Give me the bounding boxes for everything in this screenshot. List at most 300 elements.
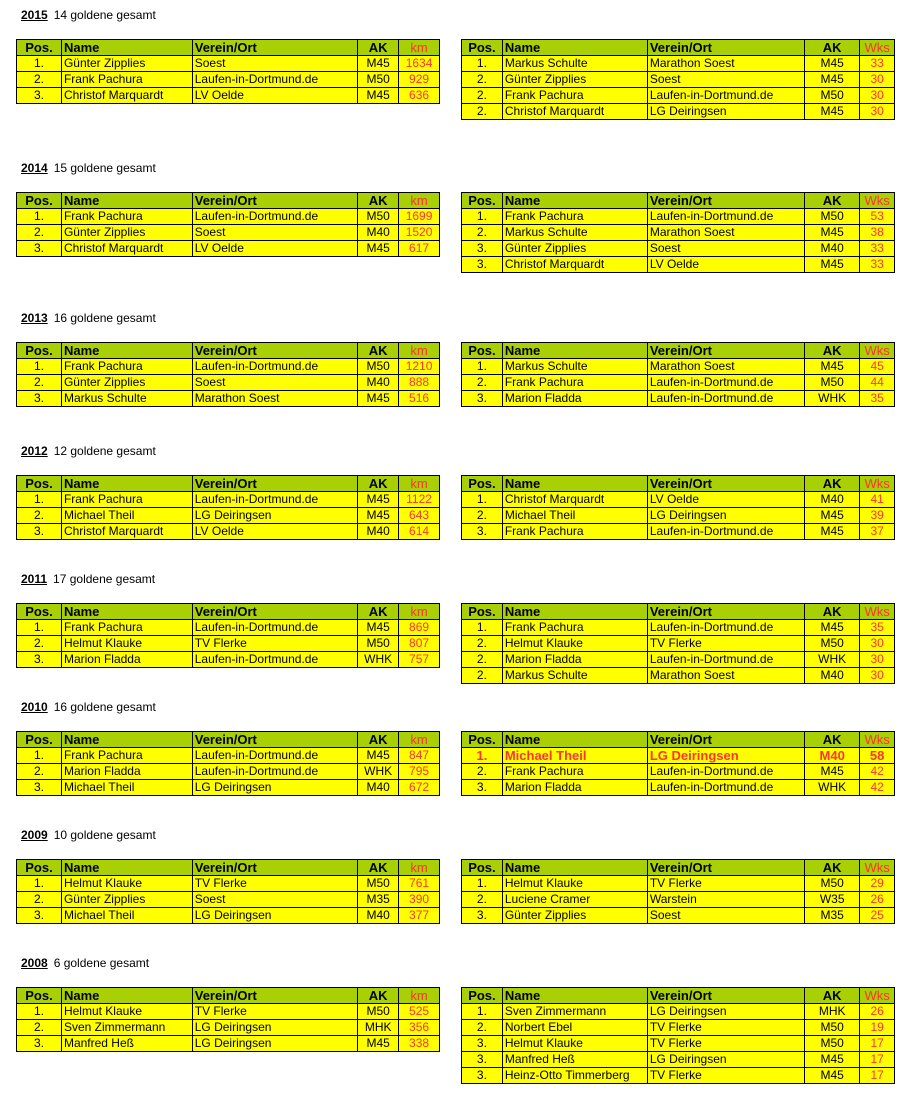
- age-class-cell: M40: [358, 524, 399, 540]
- column-header-pos: Pos.: [462, 343, 503, 359]
- column-header-ak: AK: [358, 193, 399, 209]
- column-header-wks: Wks: [860, 604, 895, 620]
- column-header-wks: Wks: [860, 476, 895, 492]
- rank-cell: 2.: [462, 764, 503, 780]
- year-heading: [21, 8, 156, 22]
- table-header-row: [462, 476, 895, 492]
- rank-cell: 2.: [462, 72, 503, 88]
- name-cell: Frank Pachura: [61, 492, 192, 508]
- column-header-name: Name: [61, 604, 192, 620]
- club-cell: Soest: [192, 56, 358, 72]
- rank-cell: 2.: [17, 892, 62, 908]
- km-value-cell: 516: [399, 391, 440, 407]
- club-cell: Marathon Soest: [647, 225, 804, 241]
- column-header-km: km: [399, 40, 440, 56]
- column-header-verein: Verein/Ort: [647, 476, 804, 492]
- km-ranking-table: [16, 731, 440, 796]
- name-cell: Frank Pachura: [502, 209, 647, 225]
- rank-cell: 1.: [462, 620, 503, 636]
- gold-count-summary: 16 goldene gesamt: [53, 311, 156, 325]
- table-row: [462, 668, 895, 684]
- name-cell: Frank Pachura: [502, 620, 647, 636]
- year-label: 2008: [21, 956, 48, 970]
- rank-cell: 1.: [462, 56, 503, 72]
- rank-cell: 2.: [17, 375, 62, 391]
- table-row: [462, 492, 895, 508]
- year-heading: [21, 956, 149, 970]
- wks-value-cell: 37: [860, 524, 895, 540]
- column-header-pos: Pos.: [462, 193, 503, 209]
- rank-cell: 1.: [462, 748, 503, 764]
- name-cell: Markus Schulte: [502, 359, 647, 375]
- name-cell: Michael Theil: [61, 508, 192, 524]
- club-cell: Warstein: [647, 892, 804, 908]
- rank-cell: 3.: [17, 1036, 62, 1052]
- rank-cell: 3.: [462, 391, 503, 407]
- age-class-cell: M40: [805, 748, 860, 764]
- club-cell: Marathon Soest: [647, 56, 804, 72]
- rank-cell: 2.: [462, 225, 503, 241]
- column-header-verein: Verein/Ort: [192, 40, 358, 56]
- km-value-cell: 614: [399, 524, 440, 540]
- age-class-cell: M50: [358, 209, 399, 225]
- age-class-cell: M50: [358, 636, 399, 652]
- km-value-cell: 1210: [399, 359, 440, 375]
- name-cell: Helmut Klauke: [61, 1004, 192, 1020]
- age-class-cell: M45: [358, 88, 399, 104]
- club-cell: Laufen-in-Dortmund.de: [192, 620, 358, 636]
- name-cell: Christof Marquardt: [61, 241, 192, 257]
- table-row: [462, 359, 895, 375]
- year-label: 2014: [21, 161, 48, 175]
- table-row: [17, 56, 440, 72]
- club-cell: TV Flerke: [647, 1036, 804, 1052]
- column-header-pos: Pos.: [462, 732, 503, 748]
- age-class-cell: WHK: [805, 780, 860, 796]
- column-header-verein: Verein/Ort: [192, 604, 358, 620]
- table-row: [17, 620, 440, 636]
- age-class-cell: M45: [358, 492, 399, 508]
- column-header-verein: Verein/Ort: [192, 860, 358, 876]
- rank-cell: 3.: [17, 652, 62, 668]
- table-row: [462, 908, 895, 924]
- rank-cell: 3.: [17, 908, 62, 924]
- table-header-row: [17, 604, 440, 620]
- gold-count-summary: 15 goldene gesamt: [53, 161, 156, 175]
- age-class-cell: W35: [805, 892, 860, 908]
- column-header-ak: AK: [358, 604, 399, 620]
- wks-value-cell: 30: [860, 104, 895, 120]
- club-cell: LG Deiringsen: [192, 1020, 358, 1036]
- table-header-row: [462, 604, 895, 620]
- name-cell: Marion Fladda: [61, 764, 192, 780]
- age-class-cell: M45: [805, 104, 860, 120]
- wks-value-cell: 25: [860, 908, 895, 924]
- age-class-cell: M45: [358, 1036, 399, 1052]
- club-cell: LG Deiringsen: [647, 1052, 804, 1068]
- table-row: [462, 764, 895, 780]
- name-cell: Frank Pachura: [502, 88, 647, 104]
- club-cell: Laufen-in-Dortmund.de: [647, 391, 804, 407]
- year-label: 2015: [21, 8, 48, 22]
- name-cell: Frank Pachura: [61, 748, 192, 764]
- age-class-cell: WHK: [358, 652, 399, 668]
- column-header-pos: Pos.: [17, 476, 62, 492]
- column-header-pos: Pos.: [462, 604, 503, 620]
- name-cell: Frank Pachura: [61, 620, 192, 636]
- year-label: 2009: [21, 828, 48, 842]
- rank-cell: 3.: [462, 257, 503, 273]
- table-row: [17, 88, 440, 104]
- table-row: [462, 209, 895, 225]
- gold-count-summary: 12 goldene gesamt: [53, 444, 156, 458]
- column-header-km: km: [399, 343, 440, 359]
- column-header-pos: Pos.: [462, 476, 503, 492]
- year-heading: [21, 161, 156, 175]
- rank-cell: 2.: [17, 72, 62, 88]
- rank-cell: 2.: [462, 892, 503, 908]
- rank-cell: 2.: [17, 1020, 62, 1036]
- club-cell: TV Flerke: [647, 636, 804, 652]
- column-header-km: km: [399, 860, 440, 876]
- wks-value-cell: 26: [860, 892, 895, 908]
- km-value-cell: 643: [399, 508, 440, 524]
- age-class-cell: WHK: [358, 764, 399, 780]
- name-cell: Michael Theil: [502, 508, 647, 524]
- name-cell: Helmut Klauke: [502, 636, 647, 652]
- table-row: [462, 104, 895, 120]
- column-header-ak: AK: [358, 860, 399, 876]
- age-class-cell: MHK: [358, 1020, 399, 1036]
- age-class-cell: M50: [805, 209, 860, 225]
- age-class-cell: M45: [805, 1068, 860, 1084]
- club-cell: TV Flerke: [647, 1068, 804, 1084]
- club-cell: LG Deiringsen: [647, 104, 804, 120]
- club-cell: Soest: [647, 241, 804, 257]
- column-header-name: Name: [61, 343, 192, 359]
- column-header-wks: Wks: [860, 988, 895, 1004]
- table-row: [462, 508, 895, 524]
- age-class-cell: M50: [805, 88, 860, 104]
- club-cell: Laufen-in-Dortmund.de: [647, 764, 804, 780]
- age-class-cell: M45: [358, 748, 399, 764]
- column-header-verein: Verein/Ort: [647, 988, 804, 1004]
- table-row: [462, 780, 895, 796]
- table-header-row: [462, 40, 895, 56]
- rank-cell: 3.: [462, 780, 503, 796]
- name-cell: Norbert Ebel: [502, 1020, 647, 1036]
- year-heading: [21, 572, 155, 586]
- rank-cell: 1.: [462, 876, 503, 892]
- wks-value-cell: 35: [860, 391, 895, 407]
- table-header-row: [17, 476, 440, 492]
- rank-cell: 3.: [17, 780, 62, 796]
- column-header-name: Name: [502, 732, 647, 748]
- club-cell: TV Flerke: [647, 1020, 804, 1036]
- wks-value-cell: 41: [860, 492, 895, 508]
- table-row: [17, 492, 440, 508]
- year-label: 2010: [21, 700, 48, 714]
- table-row: [462, 225, 895, 241]
- wks-value-cell: 35: [860, 620, 895, 636]
- table-row: [17, 1004, 440, 1020]
- age-class-cell: M40: [805, 668, 860, 684]
- age-class-cell: M45: [805, 359, 860, 375]
- wks-value-cell: 26: [860, 1004, 895, 1020]
- column-header-name: Name: [61, 40, 192, 56]
- age-class-cell: M40: [805, 492, 860, 508]
- club-cell: Marathon Soest: [192, 391, 358, 407]
- gold-count-summary: 14 goldene gesamt: [53, 8, 156, 22]
- column-header-pos: Pos.: [17, 732, 62, 748]
- name-cell: Frank Pachura: [61, 359, 192, 375]
- column-header-name: Name: [502, 343, 647, 359]
- km-value-cell: 377: [399, 908, 440, 924]
- name-cell: Christof Marquardt: [502, 257, 647, 273]
- column-header-name: Name: [61, 860, 192, 876]
- age-class-cell: M45: [358, 391, 399, 407]
- rank-cell: 2.: [462, 668, 503, 684]
- rank-cell: 2.: [17, 225, 62, 241]
- name-cell: Christof Marquardt: [61, 524, 192, 540]
- table-row: [462, 88, 895, 104]
- column-header-ak: AK: [805, 860, 860, 876]
- wks-value-cell: 33: [860, 257, 895, 273]
- table-header-row: [462, 732, 895, 748]
- km-value-cell: 807: [399, 636, 440, 652]
- age-class-cell: M50: [358, 876, 399, 892]
- table-header-row: [17, 732, 440, 748]
- name-cell: Marion Fladda: [502, 391, 647, 407]
- table-row: [17, 748, 440, 764]
- name-cell: Helmut Klauke: [61, 876, 192, 892]
- table-header-row: [17, 40, 440, 56]
- gold-count-summary: 16 goldene gesamt: [53, 700, 156, 714]
- wks-ranking-table: [461, 39, 895, 120]
- name-cell: Helmut Klauke: [502, 876, 647, 892]
- name-cell: Manfred Heß: [502, 1052, 647, 1068]
- club-cell: Laufen-in-Dortmund.de: [192, 72, 358, 88]
- name-cell: Günter Zipplies: [502, 241, 647, 257]
- column-header-name: Name: [61, 732, 192, 748]
- age-class-cell: M45: [358, 241, 399, 257]
- age-class-cell: M45: [805, 1052, 860, 1068]
- wks-value-cell: 30: [860, 668, 895, 684]
- wks-value-cell: 30: [860, 88, 895, 104]
- club-cell: Laufen-in-Dortmund.de: [647, 620, 804, 636]
- column-header-ak: AK: [358, 343, 399, 359]
- column-header-pos: Pos.: [17, 988, 62, 1004]
- age-class-cell: M40: [805, 241, 860, 257]
- wks-value-cell: 33: [860, 56, 895, 72]
- name-cell: Günter Zipplies: [61, 225, 192, 241]
- table-row: [462, 652, 895, 668]
- club-cell: LG Deiringsen: [192, 1036, 358, 1052]
- year-label: 2012: [21, 444, 48, 458]
- table-row: [17, 1020, 440, 1036]
- column-header-name: Name: [502, 476, 647, 492]
- wks-value-cell: 42: [860, 764, 895, 780]
- gold-count-summary: 10 goldene gesamt: [53, 828, 156, 842]
- rank-cell: 1.: [462, 209, 503, 225]
- column-header-name: Name: [502, 860, 647, 876]
- name-cell: Günter Zipplies: [502, 908, 647, 924]
- club-cell: Laufen-in-Dortmund.de: [192, 764, 358, 780]
- table-row: [462, 257, 895, 273]
- rank-cell: 1.: [17, 1004, 62, 1020]
- age-class-cell: WHK: [805, 652, 860, 668]
- km-value-cell: 525: [399, 1004, 440, 1020]
- name-cell: Luciene Cramer: [502, 892, 647, 908]
- club-cell: Marathon Soest: [647, 359, 804, 375]
- rank-cell: 1.: [462, 1004, 503, 1020]
- column-header-name: Name: [502, 40, 647, 56]
- column-header-verein: Verein/Ort: [647, 860, 804, 876]
- club-cell: TV Flerke: [192, 876, 358, 892]
- column-header-verein: Verein/Ort: [647, 604, 804, 620]
- table-row: [17, 524, 440, 540]
- table-row: [462, 375, 895, 391]
- age-class-cell: M45: [358, 620, 399, 636]
- age-class-cell: M50: [805, 876, 860, 892]
- km-ranking-table: [16, 39, 440, 104]
- km-value-cell: 636: [399, 88, 440, 104]
- column-header-verein: Verein/Ort: [192, 476, 358, 492]
- column-header-ak: AK: [805, 732, 860, 748]
- club-cell: Laufen-in-Dortmund.de: [647, 209, 804, 225]
- km-value-cell: 847: [399, 748, 440, 764]
- column-header-name: Name: [502, 604, 647, 620]
- table-row: [462, 620, 895, 636]
- age-class-cell: MHK: [805, 1004, 860, 1020]
- rank-cell: 3.: [462, 1052, 503, 1068]
- table-row: [17, 225, 440, 241]
- km-value-cell: 338: [399, 1036, 440, 1052]
- km-ranking-table: [16, 475, 440, 540]
- rank-cell: 1.: [17, 56, 62, 72]
- km-value-cell: 795: [399, 764, 440, 780]
- name-cell: Michael Theil: [61, 780, 192, 796]
- wks-value-cell: 53: [860, 209, 895, 225]
- wks-value-cell: 45: [860, 359, 895, 375]
- table-row: [462, 524, 895, 540]
- club-cell: Laufen-in-Dortmund.de: [647, 780, 804, 796]
- age-class-cell: M45: [805, 508, 860, 524]
- name-cell: Helmut Klauke: [61, 636, 192, 652]
- club-cell: LV Oelde: [192, 88, 358, 104]
- wks-value-cell: 30: [860, 636, 895, 652]
- wks-value-cell: 17: [860, 1052, 895, 1068]
- name-cell: Frank Pachura: [502, 524, 647, 540]
- table-row: [462, 56, 895, 72]
- rank-cell: 2.: [462, 636, 503, 652]
- rank-cell: 3.: [462, 1036, 503, 1052]
- km-ranking-table: [16, 987, 440, 1052]
- km-value-cell: 672: [399, 780, 440, 796]
- table-header-row: [17, 343, 440, 359]
- name-cell: Günter Zipplies: [61, 892, 192, 908]
- table-row: [17, 780, 440, 796]
- age-class-cell: M35: [805, 908, 860, 924]
- column-header-verein: Verein/Ort: [647, 343, 804, 359]
- year-label: 2013: [21, 311, 48, 325]
- name-cell: Sven Zimmermann: [502, 1004, 647, 1020]
- age-class-cell: M45: [805, 257, 860, 273]
- column-header-ak: AK: [358, 40, 399, 56]
- club-cell: TV Flerke: [192, 636, 358, 652]
- table-row: [17, 652, 440, 668]
- km-value-cell: 1634: [399, 56, 440, 72]
- year-label: 2011: [21, 572, 48, 586]
- table-row: [17, 636, 440, 652]
- club-cell: Laufen-in-Dortmund.de: [647, 652, 804, 668]
- club-cell: Laufen-in-Dortmund.de: [647, 88, 804, 104]
- rank-cell: 2.: [17, 764, 62, 780]
- wks-value-cell: 42: [860, 780, 895, 796]
- age-class-cell: M45: [358, 508, 399, 524]
- km-value-cell: 356: [399, 1020, 440, 1036]
- table-header-row: [17, 193, 440, 209]
- club-cell: Soest: [192, 892, 358, 908]
- age-class-cell: M45: [805, 72, 860, 88]
- km-value-cell: 869: [399, 620, 440, 636]
- table-row: [462, 1052, 895, 1068]
- column-header-ak: AK: [805, 988, 860, 1004]
- rank-cell: 2.: [462, 375, 503, 391]
- column-header-pos: Pos.: [17, 193, 62, 209]
- table-header-row: [462, 988, 895, 1004]
- rank-cell: 2.: [17, 636, 62, 652]
- km-ranking-table: [16, 192, 440, 257]
- club-cell: TV Flerke: [192, 1004, 358, 1020]
- name-cell: Manfred Heß: [61, 1036, 192, 1052]
- wks-value-cell: 33: [860, 241, 895, 257]
- table-header-row: [462, 343, 895, 359]
- km-ranking-table: [16, 342, 440, 407]
- table-row: [462, 1068, 895, 1084]
- column-header-pos: Pos.: [462, 860, 503, 876]
- club-cell: Laufen-in-Dortmund.de: [192, 652, 358, 668]
- rank-cell: 1.: [462, 359, 503, 375]
- column-header-pos: Pos.: [462, 40, 503, 56]
- rank-cell: 3.: [462, 1068, 503, 1084]
- wks-ranking-table: [461, 987, 895, 1084]
- km-value-cell: 1699: [399, 209, 440, 225]
- wks-ranking-table: [461, 731, 895, 796]
- wks-value-cell: 30: [860, 72, 895, 88]
- table-header-row: [17, 860, 440, 876]
- column-header-wks: Wks: [860, 343, 895, 359]
- name-cell: Heinz-Otto Timmerberg: [502, 1068, 647, 1084]
- rank-cell: 1.: [17, 620, 62, 636]
- age-class-cell: M50: [805, 1036, 860, 1052]
- column-header-pos: Pos.: [17, 40, 62, 56]
- wks-value-cell: 29: [860, 876, 895, 892]
- wks-value-cell: 38: [860, 225, 895, 241]
- name-cell: Sven Zimmermann: [61, 1020, 192, 1036]
- club-cell: LG Deiringsen: [192, 508, 358, 524]
- rank-cell: 2.: [462, 88, 503, 104]
- name-cell: Michael Theil: [61, 908, 192, 924]
- name-cell: Marion Fladda: [502, 652, 647, 668]
- rank-cell: 1.: [17, 748, 62, 764]
- year-heading: [21, 444, 156, 458]
- column-header-verein: Verein/Ort: [647, 732, 804, 748]
- column-header-pos: Pos.: [462, 988, 503, 1004]
- wks-value-cell: 17: [860, 1036, 895, 1052]
- club-cell: LG Deiringsen: [192, 908, 358, 924]
- column-header-pos: Pos.: [17, 860, 62, 876]
